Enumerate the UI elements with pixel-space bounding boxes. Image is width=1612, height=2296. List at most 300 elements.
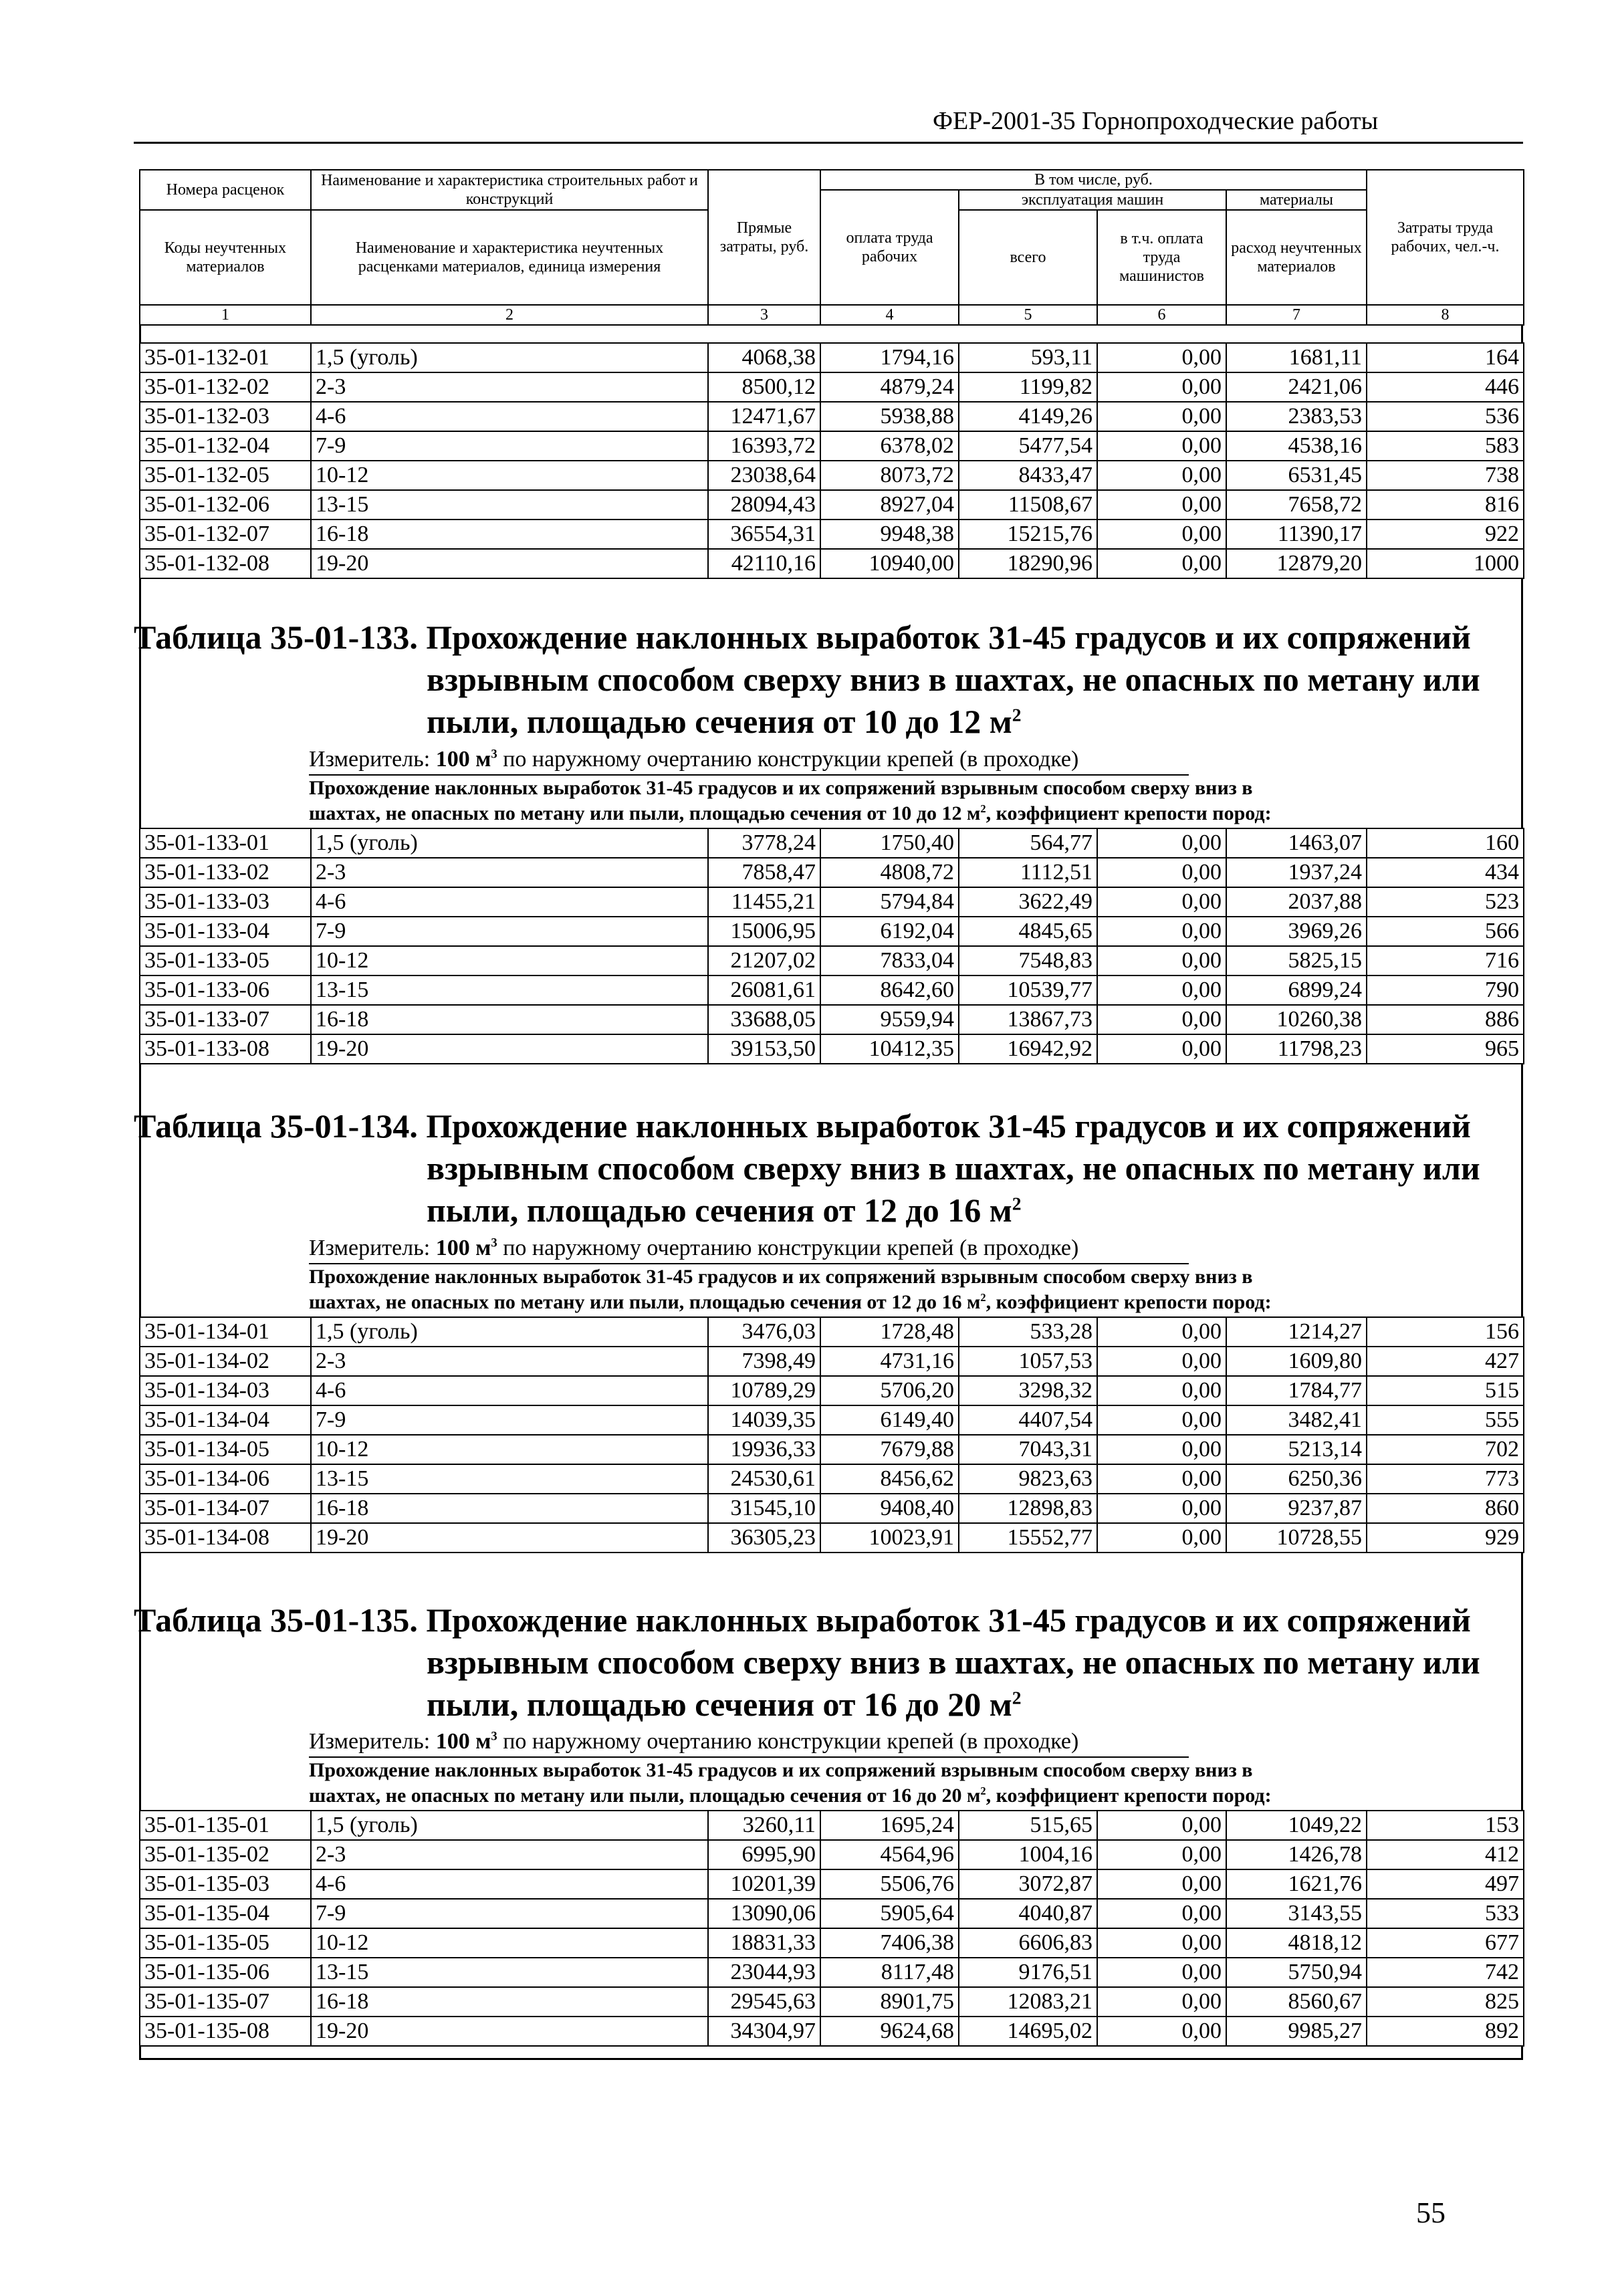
- rock-hardness-cell: 1,5 (уголь): [311, 343, 708, 372]
- rate-code-cell: 35-01-134-05: [140, 1435, 311, 1464]
- rate-code-cell: 35-01-133-01: [140, 828, 311, 858]
- direct-costs-cell: 8500,12: [708, 372, 820, 402]
- table-row: [140, 490, 1524, 520]
- table-row: [140, 1958, 1524, 1987]
- rates-table-133: [139, 828, 1524, 1064]
- rate-code-cell: 35-01-134-02: [140, 1347, 311, 1376]
- operator-pay-cell: 0,00: [1097, 1928, 1226, 1958]
- materials-cell: 4538,16: [1226, 431, 1367, 461]
- rate-code-cell: 35-01-132-07: [140, 520, 311, 549]
- machine-total-cell: 533,28: [959, 1317, 1097, 1347]
- table-row: [140, 858, 1524, 887]
- table-row: [140, 1523, 1524, 1553]
- direct-costs-cell: 24530,61: [708, 1464, 820, 1494]
- machine-total-cell: 7043,31: [959, 1435, 1097, 1464]
- machine-total-cell: 7548,83: [959, 946, 1097, 975]
- table-row: [140, 1347, 1524, 1376]
- rock-hardness-cell: 13-15: [311, 1464, 708, 1494]
- rock-hardness-cell: 7-9: [311, 917, 708, 946]
- rate-code-cell: 35-01-135-06: [140, 1958, 311, 1987]
- labor-pay-cell: 9948,38: [820, 520, 959, 549]
- machine-total-cell: 10539,77: [959, 975, 1097, 1005]
- table-row: [140, 549, 1524, 578]
- rates-table-132: [139, 342, 1524, 579]
- labor-pay-cell: 1794,16: [820, 343, 959, 372]
- labor-hours-cell: 434: [1367, 858, 1524, 887]
- labor-pay-cell: 8456,62: [820, 1464, 959, 1494]
- rate-code-cell: 35-01-133-04: [140, 917, 311, 946]
- operator-pay-cell: 0,00: [1097, 1317, 1226, 1347]
- machine-total-cell: 1112,51: [959, 858, 1097, 887]
- machine-total-cell: 1057,53: [959, 1347, 1097, 1376]
- rock-hardness-cell: 2-3: [311, 858, 708, 887]
- materials-cell: 4818,12: [1226, 1928, 1367, 1958]
- labor-hours-cell: 164: [1367, 343, 1524, 372]
- rate-code-cell: 35-01-135-02: [140, 1840, 311, 1869]
- labor-hours-cell: 922: [1367, 520, 1524, 549]
- table-row: [140, 343, 1524, 372]
- rate-code-cell: 35-01-135-01: [140, 1811, 311, 1840]
- rock-hardness-cell: 4-6: [311, 1376, 708, 1405]
- machine-total-cell: 9176,51: [959, 1958, 1097, 1987]
- direct-costs-cell: 23038,64: [708, 461, 820, 490]
- operator-pay-cell: 0,00: [1097, 1899, 1226, 1928]
- table-row: [140, 946, 1524, 975]
- table-row: [140, 917, 1524, 946]
- labor-hours-cell: 583: [1367, 431, 1524, 461]
- rate-code-cell: 35-01-132-04: [140, 431, 311, 461]
- table-title-line: взрывным способом сверху вниз в шахтах, не опасных по метану или: [427, 1149, 1480, 1187]
- materials-cell: 1621,76: [1226, 1869, 1367, 1899]
- machine-total-cell: 6606,83: [959, 1928, 1097, 1958]
- rate-code-cell: 35-01-132-02: [140, 372, 311, 402]
- table-row: [140, 1840, 1524, 1869]
- materials-cell: 7658,72: [1226, 490, 1367, 520]
- labor-pay-cell: 5905,64: [820, 1899, 959, 1928]
- rate-code-cell: 35-01-134-04: [140, 1405, 311, 1435]
- operator-pay-cell: 0,00: [1097, 490, 1226, 520]
- machine-total-cell: 8433,47: [959, 461, 1097, 490]
- header-oplata-truda: оплата труда рабочих: [820, 190, 959, 305]
- materials-cell: 3482,41: [1226, 1405, 1367, 1435]
- materials-cell: 1681,11: [1226, 343, 1367, 372]
- direct-costs-cell: 3778,24: [708, 828, 820, 858]
- labor-pay-cell: 1728,48: [820, 1317, 959, 1347]
- table-row: [140, 1928, 1524, 1958]
- rock-hardness-cell: 4-6: [311, 402, 708, 431]
- rates-table-135: [139, 1810, 1524, 2047]
- direct-costs-cell: 16393,72: [708, 431, 820, 461]
- materials-cell: 11798,23: [1226, 1034, 1367, 1064]
- direct-costs-cell: 14039,35: [708, 1405, 820, 1435]
- machine-total-cell: 1004,16: [959, 1840, 1097, 1869]
- rate-code-cell: 35-01-135-08: [140, 2017, 311, 2046]
- direct-costs-cell: 3260,11: [708, 1811, 820, 1840]
- labor-pay-cell: 9408,40: [820, 1494, 959, 1523]
- rock-hardness-cell: 19-20: [311, 2017, 708, 2046]
- operator-pay-cell: 0,00: [1097, 1464, 1226, 1494]
- labor-pay-cell: 4564,96: [820, 1840, 959, 1869]
- labor-pay-cell: 7833,04: [820, 946, 959, 975]
- materials-cell: 6250,36: [1226, 1464, 1367, 1494]
- operator-pay-cell: 0,00: [1097, 946, 1226, 975]
- materials-cell: 2383,53: [1226, 402, 1367, 431]
- direct-costs-cell: 19936,33: [708, 1435, 820, 1464]
- labor-hours-cell: 536: [1367, 402, 1524, 431]
- rate-code-cell: 35-01-134-07: [140, 1494, 311, 1523]
- direct-costs-cell: 34304,97: [708, 2017, 820, 2046]
- operator-pay-cell: 0,00: [1097, 828, 1226, 858]
- materials-cell: 3969,26: [1226, 917, 1367, 946]
- rate-code-cell: 35-01-135-03: [140, 1869, 311, 1899]
- direct-costs-cell: 3476,03: [708, 1317, 820, 1347]
- labor-hours-cell: 790: [1367, 975, 1524, 1005]
- rate-code-cell: 35-01-135-04: [140, 1899, 311, 1928]
- direct-costs-cell: 4068,38: [708, 343, 820, 372]
- machine-total-cell: 1199,82: [959, 372, 1097, 402]
- measure-unit-135: Измеритель: 100 $м^3$ по наружному очертанию конструкции крепей (в проходке): [309, 1729, 1079, 1754]
- machine-total-cell: 16942,92: [959, 1034, 1097, 1064]
- machine-total-cell: 15215,76: [959, 520, 1097, 549]
- rate-code-cell: 35-01-133-06: [140, 975, 311, 1005]
- operator-pay-cell: 0,00: [1097, 1869, 1226, 1899]
- rock-hardness-cell: 7-9: [311, 1405, 708, 1435]
- materials-cell: 12879,20: [1226, 549, 1367, 578]
- table-title-line: Прохождение наклонных выработок 31-45 градусов и их сопряжений: [426, 618, 1471, 656]
- rock-hardness-cell: 1,5 (уголь): [311, 828, 708, 858]
- table-title-label: Таблица 35-01-134.: [134, 1107, 418, 1145]
- table-row: [140, 431, 1524, 461]
- page-number: 55: [1416, 2196, 1446, 2229]
- machine-total-cell: 3298,32: [959, 1376, 1097, 1405]
- rate-code-cell: 35-01-133-07: [140, 1005, 311, 1034]
- machine-total-cell: 4149,26: [959, 402, 1097, 431]
- direct-costs-cell: 18831,33: [708, 1928, 820, 1958]
- machine-total-cell: 3622,49: [959, 887, 1097, 917]
- labor-hours-cell: 533: [1367, 1899, 1524, 1928]
- table-row: [140, 1317, 1524, 1347]
- rate-code-cell: 35-01-135-07: [140, 1987, 311, 2017]
- rock-hardness-cell: 16-18: [311, 520, 708, 549]
- operator-pay-cell: 0,00: [1097, 1376, 1226, 1405]
- rock-hardness-cell: 4-6: [311, 887, 708, 917]
- machine-total-cell: 564,77: [959, 828, 1097, 858]
- direct-costs-cell: 31545,10: [708, 1494, 820, 1523]
- header-kody-materialov: Коды неучтенных материалов: [140, 210, 311, 305]
- labor-hours-cell: 1000: [1367, 549, 1524, 578]
- direct-costs-cell: 10789,29: [708, 1376, 820, 1405]
- direct-costs-cell: 23044,93: [708, 1958, 820, 1987]
- table-row: [140, 372, 1524, 402]
- materials-cell: 1214,27: [1226, 1317, 1367, 1347]
- rate-code-cell: 35-01-132-06: [140, 490, 311, 520]
- labor-pay-cell: 5706,20: [820, 1376, 959, 1405]
- direct-costs-cell: 7858,47: [708, 858, 820, 887]
- materials-cell: 5213,14: [1226, 1435, 1367, 1464]
- rate-code-cell: 35-01-132-05: [140, 461, 311, 490]
- header-rashod-materialov: расход неучтенных материалов: [1226, 210, 1367, 305]
- rock-hardness-cell: 10-12: [311, 461, 708, 490]
- header-rule: [134, 142, 1523, 144]
- header-naimenovanie-materialov: Наименование и характеристика неучтенных расценками материалов, единица измерения: [311, 210, 708, 305]
- direct-costs-cell: 36554,31: [708, 520, 820, 549]
- operator-pay-cell: 0,00: [1097, 1347, 1226, 1376]
- operator-pay-cell: 0,00: [1097, 1523, 1226, 1553]
- operator-pay-cell: 0,00: [1097, 2017, 1226, 2046]
- rock-hardness-cell: 10-12: [311, 1435, 708, 1464]
- labor-pay-cell: 8927,04: [820, 490, 959, 520]
- rates-table-134: [139, 1316, 1524, 1553]
- rock-hardness-cell: 16-18: [311, 1005, 708, 1034]
- table-row: [140, 1405, 1524, 1435]
- labor-pay-cell: 10412,35: [820, 1034, 959, 1064]
- table-row: [140, 2017, 1524, 2046]
- table-row: [140, 520, 1524, 549]
- labor-hours-cell: 929: [1367, 1523, 1524, 1553]
- labor-hours-cell: 965: [1367, 1034, 1524, 1064]
- table-row: [140, 1464, 1524, 1494]
- column-number: 7: [1226, 305, 1367, 325]
- rock-hardness-cell: 13-15: [311, 1958, 708, 1987]
- labor-hours-cell: 742: [1367, 1958, 1524, 1987]
- direct-costs-cell: 33688,05: [708, 1005, 820, 1034]
- materials-cell: 8560,67: [1226, 1987, 1367, 2017]
- operator-pay-cell: 0,00: [1097, 402, 1226, 431]
- labor-hours-cell: 773: [1367, 1464, 1524, 1494]
- operator-pay-cell: 0,00: [1097, 1811, 1226, 1840]
- table-row: [140, 1899, 1524, 1928]
- rate-code-cell: 35-01-134-01: [140, 1317, 311, 1347]
- materials-cell: 1049,22: [1226, 1811, 1367, 1840]
- header-materialy: материалы: [1226, 190, 1367, 210]
- table-title-line: Прохождение наклонных выработок 31-45 градусов и их сопряжений: [426, 1107, 1471, 1145]
- column-number: 6: [1097, 305, 1226, 325]
- table-row: [140, 1811, 1524, 1840]
- labor-hours-cell: 677: [1367, 1928, 1524, 1958]
- rate-code-cell: 35-01-132-08: [140, 549, 311, 578]
- labor-pay-cell: 8642,60: [820, 975, 959, 1005]
- labor-pay-cell: 1695,24: [820, 1811, 959, 1840]
- operator-pay-cell: 0,00: [1097, 1494, 1226, 1523]
- machine-total-cell: 18290,96: [959, 549, 1097, 578]
- labor-pay-cell: 9624,68: [820, 2017, 959, 2046]
- machine-total-cell: 5477,54: [959, 431, 1097, 461]
- operator-pay-cell: 0,00: [1097, 461, 1226, 490]
- labor-hours-cell: 702: [1367, 1435, 1524, 1464]
- operator-pay-cell: 0,00: [1097, 431, 1226, 461]
- table-row: [140, 828, 1524, 858]
- rate-code-cell: 35-01-133-02: [140, 858, 311, 887]
- materials-cell: 5825,15: [1226, 946, 1367, 975]
- operator-pay-cell: 0,00: [1097, 1987, 1226, 2017]
- header-vsego: всего: [959, 210, 1097, 305]
- measure-unit-133: Измеритель: 100 $м^3$ по наружному очертанию конструкции крепей (в проходке): [309, 747, 1079, 772]
- rate-code-cell: 35-01-133-08: [140, 1034, 311, 1064]
- labor-hours-cell: 566: [1367, 917, 1524, 946]
- table-title-line: пыли, площадью сечения от 12 до 16 $м^2$: [427, 1191, 1022, 1229]
- table-row: [140, 1987, 1524, 2017]
- rock-hardness-cell: 7-9: [311, 1899, 708, 1928]
- labor-pay-cell: 5506,76: [820, 1869, 959, 1899]
- materials-cell: 2421,06: [1226, 372, 1367, 402]
- operator-pay-cell: 0,00: [1097, 1435, 1226, 1464]
- rock-hardness-cell: 10-12: [311, 946, 708, 975]
- measure-unit-134: Измеритель: 100 $м^3$ по наружному очертанию конструкции крепей (в проходке): [309, 1236, 1079, 1260]
- operator-pay-cell: 0,00: [1097, 1405, 1226, 1435]
- table-row: [140, 975, 1524, 1005]
- materials-cell: 9237,87: [1226, 1494, 1367, 1523]
- direct-costs-cell: 6995,90: [708, 1840, 820, 1869]
- operator-pay-cell: 0,00: [1097, 917, 1226, 946]
- operator-pay-cell: 0,00: [1097, 1034, 1226, 1064]
- labor-pay-cell: 5938,88: [820, 402, 959, 431]
- direct-costs-cell: 42110,16: [708, 549, 820, 578]
- column-header-table: [139, 169, 1524, 326]
- operator-pay-cell: 0,00: [1097, 1840, 1226, 1869]
- labor-pay-cell: 8117,48: [820, 1958, 959, 1987]
- column-number: 2: [311, 305, 708, 325]
- rock-hardness-cell: 2-3: [311, 1840, 708, 1869]
- labor-pay-cell: 4879,24: [820, 372, 959, 402]
- table-row: [140, 1869, 1524, 1899]
- rock-hardness-cell: 2-3: [311, 1347, 708, 1376]
- rock-hardness-cell: 2-3: [311, 372, 708, 402]
- labor-hours-cell: 412: [1367, 1840, 1524, 1869]
- labor-pay-cell: 6378,02: [820, 431, 959, 461]
- labor-pay-cell: 1750,40: [820, 828, 959, 858]
- operator-pay-cell: 0,00: [1097, 520, 1226, 549]
- labor-hours-cell: 716: [1367, 946, 1524, 975]
- table-title-line: взрывным способом сверху вниз в шахтах, не опасных по метану или: [427, 1643, 1480, 1681]
- direct-costs-cell: 15006,95: [708, 917, 820, 946]
- machine-total-cell: 4845,65: [959, 917, 1097, 946]
- labor-hours-cell: 156: [1367, 1317, 1524, 1347]
- machine-total-cell: 3072,87: [959, 1869, 1097, 1899]
- rate-code-cell: 35-01-134-03: [140, 1376, 311, 1405]
- header-oplata-mashinistov: в т.ч. оплата труда машинистов: [1097, 210, 1226, 305]
- header-nomera-rascenok: Номера расценок: [140, 170, 311, 210]
- machine-total-cell: 14695,02: [959, 2017, 1097, 2046]
- materials-cell: 5750,94: [1226, 1958, 1367, 1987]
- materials-cell: 3143,55: [1226, 1899, 1367, 1928]
- machine-total-cell: 593,11: [959, 343, 1097, 372]
- table-row: [140, 1034, 1524, 1064]
- labor-pay-cell: 8901,75: [820, 1987, 959, 2017]
- direct-costs-cell: 26081,61: [708, 975, 820, 1005]
- operator-pay-cell: 0,00: [1097, 1958, 1226, 1987]
- labor-pay-cell: 8073,72: [820, 461, 959, 490]
- labor-pay-cell: 6192,04: [820, 917, 959, 946]
- labor-hours-cell: 427: [1367, 1347, 1524, 1376]
- operator-pay-cell: 0,00: [1097, 372, 1226, 402]
- materials-cell: 6899,24: [1226, 975, 1367, 1005]
- materials-cell: 1463,07: [1226, 828, 1367, 858]
- machine-total-cell: 12083,21: [959, 1987, 1097, 2017]
- materials-cell: 2037,88: [1226, 887, 1367, 917]
- header-ekspluataciya-mashin: эксплуатация машин: [959, 190, 1226, 210]
- operator-pay-cell: 0,00: [1097, 858, 1226, 887]
- materials-cell: 1609,80: [1226, 1347, 1367, 1376]
- table-row: [140, 887, 1524, 917]
- rock-hardness-cell: 1,5 (уголь): [311, 1317, 708, 1347]
- table-title-line: взрывным способом сверху вниз в шахтах, не опасных по метану или: [427, 661, 1480, 698]
- column-number: 3: [708, 305, 820, 325]
- rock-hardness-cell: 19-20: [311, 1034, 708, 1064]
- machine-total-cell: 4040,87: [959, 1899, 1097, 1928]
- machine-total-cell: 9823,63: [959, 1464, 1097, 1494]
- table-title-line: Прохождение наклонных выработок 31-45 градусов и их сопряжений: [426, 1601, 1471, 1639]
- rock-hardness-cell: 7-9: [311, 431, 708, 461]
- rate-code-cell: 35-01-132-03: [140, 402, 311, 431]
- materials-cell: 6531,45: [1226, 461, 1367, 490]
- rock-hardness-cell: 16-18: [311, 1494, 708, 1523]
- rate-code-cell: 35-01-135-05: [140, 1928, 311, 1958]
- machine-total-cell: 12898,83: [959, 1494, 1097, 1523]
- rock-hardness-cell: 19-20: [311, 549, 708, 578]
- labor-hours-cell: 160: [1367, 828, 1524, 858]
- labor-pay-cell: 4808,72: [820, 858, 959, 887]
- direct-costs-cell: 11455,21: [708, 887, 820, 917]
- machine-total-cell: 15552,77: [959, 1523, 1097, 1553]
- materials-cell: 9985,27: [1226, 2017, 1367, 2046]
- table-title-line: пыли, площадью сечения от 10 до 12 $м^2$: [427, 703, 1022, 740]
- labor-hours-cell: 738: [1367, 461, 1524, 490]
- running-header: ФЕР-2001-35 Горнопроходческие работы: [933, 107, 1379, 135]
- rate-code-cell: 35-01-132-01: [140, 343, 311, 372]
- direct-costs-cell: 10201,39: [708, 1869, 820, 1899]
- direct-costs-cell: 12471,67: [708, 402, 820, 431]
- direct-costs-cell: 21207,02: [708, 946, 820, 975]
- rock-hardness-cell: 13-15: [311, 490, 708, 520]
- table-title-line: пыли, площадью сечения от 16 до 20 $м^2$: [427, 1686, 1022, 1723]
- header-v-tom-chisle: В том числе, руб.: [820, 170, 1367, 190]
- direct-costs-cell: 7398,49: [708, 1347, 820, 1376]
- rock-hardness-cell: 16-18: [311, 1987, 708, 2017]
- rate-code-cell: 35-01-133-05: [140, 946, 311, 975]
- labor-hours-cell: 892: [1367, 2017, 1524, 2046]
- direct-costs-cell: 36305,23: [708, 1523, 820, 1553]
- rock-hardness-cell: 10-12: [311, 1928, 708, 1958]
- rate-code-cell: 35-01-134-08: [140, 1523, 311, 1553]
- labor-hours-cell: 497: [1367, 1869, 1524, 1899]
- machine-total-cell: 515,65: [959, 1811, 1097, 1840]
- labor-hours-cell: 816: [1367, 490, 1524, 520]
- table-row: [140, 1005, 1524, 1034]
- rock-hardness-cell: 13-15: [311, 975, 708, 1005]
- operator-pay-cell: 0,00: [1097, 1005, 1226, 1034]
- direct-costs-cell: 39153,50: [708, 1034, 820, 1064]
- labor-hours-cell: 860: [1367, 1494, 1524, 1523]
- rock-hardness-cell: 19-20: [311, 1523, 708, 1553]
- header-zatraty-truda: Затраты труда рабочих, чел.-ч.: [1367, 170, 1524, 305]
- rate-code-cell: 35-01-133-03: [140, 887, 311, 917]
- rock-hardness-cell: 4-6: [311, 1869, 708, 1899]
- column-number: 4: [820, 305, 959, 325]
- machine-total-cell: 13867,73: [959, 1005, 1097, 1034]
- materials-cell: 1426,78: [1226, 1840, 1367, 1869]
- table-title-label: Таблица 35-01-135.: [134, 1601, 418, 1639]
- header-pryamye-zatraty: Прямые затраты, руб.: [708, 170, 820, 305]
- labor-pay-cell: 9559,94: [820, 1005, 959, 1034]
- operator-pay-cell: 0,00: [1097, 343, 1226, 372]
- labor-hours-cell: 886: [1367, 1005, 1524, 1034]
- labor-hours-cell: 523: [1367, 887, 1524, 917]
- materials-cell: 1937,24: [1226, 858, 1367, 887]
- labor-pay-cell: 6149,40: [820, 1405, 959, 1435]
- labor-pay-cell: 10023,91: [820, 1523, 959, 1553]
- table-row: [140, 1435, 1524, 1464]
- direct-costs-cell: 13090,06: [708, 1899, 820, 1928]
